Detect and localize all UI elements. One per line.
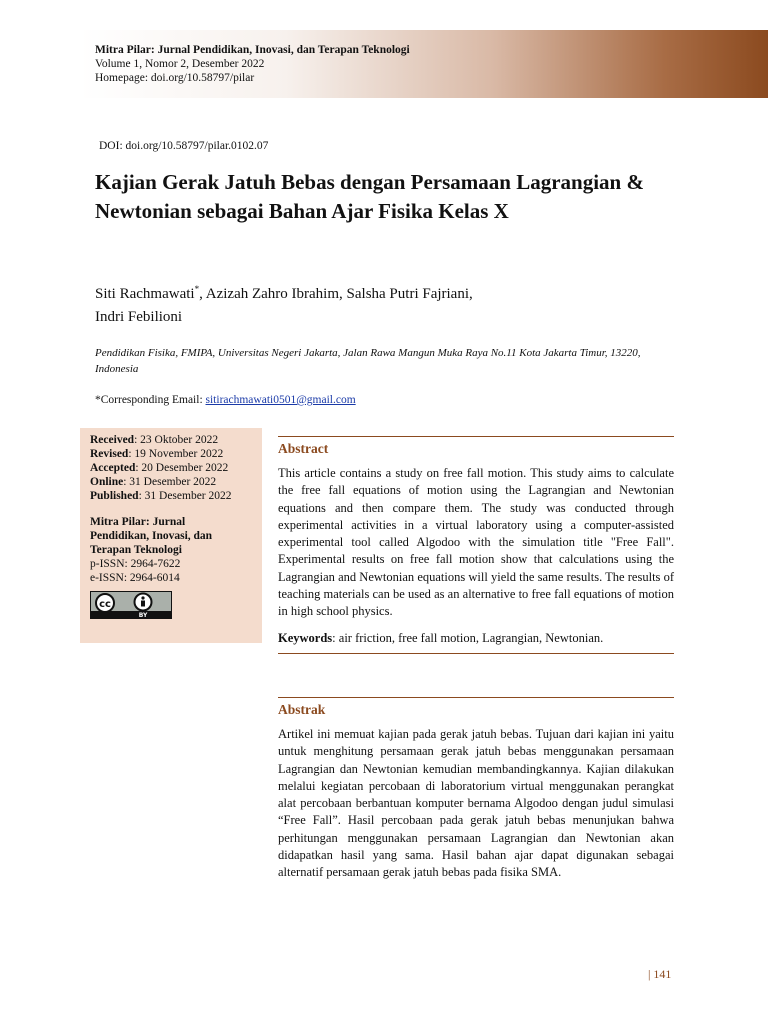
abstrak-heading: Abstrak: [278, 702, 326, 717]
affiliation: Pendidikan Fisika, FMIPA, Universitas Negeri Jakarta, Jalan Rawa Mangun Muka Raya No.11 Kota Jakarta Timur, 13220, Indonesia: [95, 347, 641, 375]
abstract-indonesian: [278, 697, 674, 882]
abstrak-top-rule: [278, 697, 674, 698]
keywords: [278, 630, 674, 647]
sidebar-journal: [90, 515, 252, 585]
abstrak-body: Artikel ini memuat kajian pada gerak jatuh bebas. Tujuan dari kajian ini yaitu untuk menghitung persamaan gerak jatuh bebas menggunakan persamaan Lagrangian dan Newtonian kemudian membandingkannya. Kajian dilakukan melalui kegiatan percobaan di laboratorium virtual menggunakan perangkat alat percobaan berbantuan komputer bernama Algodoo dengan judul simulasi “Free Fall”. Hasil percobaan pada gerak jatuh bebas menunjukan bahwa perhitungan menggunakan persamaan Lagrangian dan Newtonian akan didapatkan hasil yang sama. Hasil bahan ajar dapat digunakan sebagai alternatif persamaan gerak jatuh bebas pada fisika SMA.: [278, 727, 674, 880]
keywords-label: Keywords: [278, 630, 333, 645]
accepted-label: Accepted: [90, 462, 136, 474]
pissn: p-ISSN: 2964-7622: [90, 558, 181, 570]
received-value: : 23 Oktober 2022: [134, 434, 219, 446]
by-text: BY: [138, 612, 148, 618]
email-link[interactable]: sitirachmawati0501@gmail.com: [205, 394, 356, 406]
received-date: [90, 433, 252, 447]
article-title: Kajian Gerak Jatuh Bebas dengan Persamaan Lagrangian & Newtonian sebagai Bahan Ajar Fisika Kelas X: [95, 170, 644, 223]
revised-label: Revised: [90, 448, 129, 460]
journal-header: [95, 43, 410, 85]
journal-homepage[interactable]: Homepage: doi.org/10.58797/pilar: [95, 72, 255, 84]
article-doi[interactable]: DOI: doi.org/10.58797/pilar.0102.07: [99, 140, 269, 152]
revised-date: [90, 447, 252, 461]
published-label: Published: [90, 490, 139, 502]
abstract-heading: Abstract: [278, 441, 329, 456]
eissn: e-ISSN: 2964-6014: [90, 572, 180, 584]
author-line2: Indri Febilioni: [95, 309, 183, 325]
journal-name: Mitra Pilar: Jurnal Pendidikan, Inovasi, dan Terapan Teknologi: [95, 44, 410, 56]
online-value: : 31 Desember 2022: [123, 476, 217, 488]
online-date: [90, 475, 252, 489]
page-number: | 141: [648, 967, 672, 981]
corresponding-email: [95, 394, 356, 406]
keywords-value: : air friction, free fall motion, Lagrangian, Newtonian.: [332, 630, 604, 645]
received-label: Received: [90, 434, 135, 446]
published-date: [90, 489, 252, 503]
article-info-sidebar: [80, 428, 262, 643]
online-label: Online: [90, 476, 124, 488]
abstract-bottom-rule: [278, 653, 674, 654]
sidebar-journal-line2: Pendidikan, Inovasi, dan: [90, 530, 213, 542]
abstract-top-rule: [278, 436, 674, 437]
revised-value: : 19 November 2022: [128, 448, 224, 460]
accepted-value: : 20 Desember 2022: [135, 462, 229, 474]
sidebar-journal-line3: Terapan Teknologi: [90, 544, 182, 556]
author-first: Siti Rachmawati: [95, 286, 195, 302]
author-rest: , Azizah Zahro Ibrahim, Salsha Putri Fajriani,: [199, 286, 473, 302]
abstract-body: This article contains a study on free fall motion. This study aims to calculate the free fall equations of motion using the Lagrangian and Newtonian equations and then compare them. The study was conducted through experimental activities in a virtual laboratory using a computer-assisted experimental tool called Algodoo with the simulation title "Free Fall". Experimental results on free fall motion show that calculations using the Lagrangian and Newtonian equations will yield the same results. The results of teaching materials can be used as an alternative to free fall equations of motion in high school physics.: [278, 466, 674, 619]
cc-by-license-icon[interactable]: [90, 591, 172, 619]
journal-volume: Volume 1, Nomor 2, Desember 2022: [95, 58, 265, 70]
author-list: [95, 278, 655, 329]
cc-text: cc: [99, 599, 111, 610]
cc-by-badge-graphic: [91, 592, 171, 618]
published-value: : 31 Desember 2022: [138, 490, 232, 502]
accepted-date: [90, 461, 252, 475]
sidebar-journal-line1: Mitra Pilar: Jurnal: [90, 516, 186, 528]
corresponding-label: *Corresponding Email:: [95, 394, 206, 406]
corresponding-mark: *: [194, 284, 200, 294]
abstract-english: [278, 436, 674, 654]
